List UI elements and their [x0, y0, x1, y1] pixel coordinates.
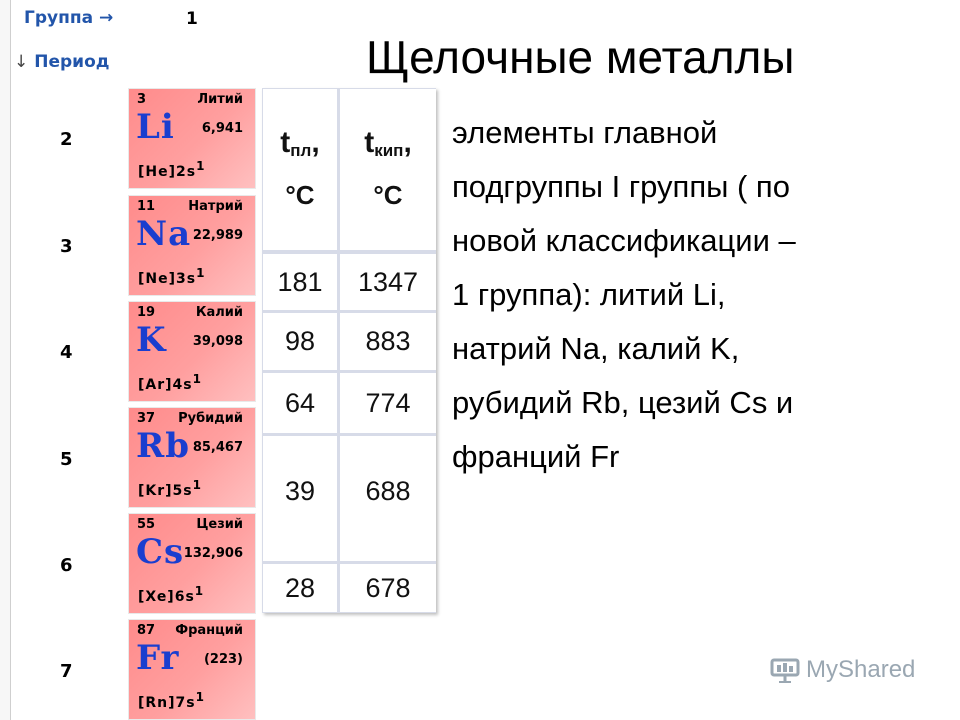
atomic-number: 19 [137, 305, 156, 320]
period-number: 3 [60, 236, 73, 257]
body-line: франций Fr [452, 439, 620, 474]
table-cell: 28 [263, 564, 337, 612]
atomic-mass: 39,098 [192, 334, 243, 349]
watermark-text: MyShared [806, 656, 916, 683]
period-number: 4 [60, 342, 73, 363]
element-cell-li [128, 88, 256, 189]
element-symbol: Cs [136, 532, 185, 572]
element-name: Рубидий [178, 411, 243, 426]
group-number: 1 [186, 9, 198, 29]
body-line: натрий Na, калий K, [452, 331, 740, 366]
element-name: Калий [195, 305, 243, 320]
table-cell: 64 [263, 373, 337, 433]
period-number: 5 [60, 449, 73, 470]
body-line: подгруппы I группы ( по [452, 169, 790, 204]
watermark-logo [770, 656, 915, 684]
body-line: элементы главной [452, 115, 718, 150]
atomic-number: 3 [137, 92, 147, 107]
period-header [14, 52, 110, 72]
element-name: Цезий [196, 517, 243, 532]
table-cell: 98 [263, 313, 337, 370]
element-cell-fr [128, 619, 256, 720]
period-header-label: Период [34, 52, 110, 72]
electron-config: $[Ne]3s^1$ [138, 266, 206, 287]
electron-config: $[Rn]7s^1$ [138, 690, 205, 711]
left-border-strip [0, 0, 11, 720]
table-cell: 688 [340, 436, 436, 561]
slide-body [452, 106, 942, 484]
element-symbol: Na [136, 214, 192, 254]
element-symbol: Fr [136, 638, 180, 678]
atomic-number: 87 [137, 623, 156, 638]
body-line: рубидий Rb, цезий Cs и [452, 385, 794, 420]
atomic-mass: 132,906 [183, 546, 243, 561]
element-symbol: K [136, 320, 167, 360]
electron-config: $[Kr]5s^1$ [138, 478, 202, 499]
group-header: Группа → [24, 8, 114, 28]
atomic-number: 55 [137, 517, 156, 532]
electron-config: $[Xe]6s^1$ [138, 584, 205, 605]
table-cell: 678 [340, 564, 436, 612]
atomic-number: 11 [137, 199, 156, 214]
element-cell-cs [128, 513, 256, 614]
atomic-mass: 85,467 [192, 440, 243, 455]
period-number: 7 [60, 661, 73, 682]
element-cell-na [128, 195, 256, 296]
table-cell: 181 [263, 254, 337, 310]
table-cell: 1347 [340, 254, 436, 310]
element-symbol: Rb [136, 426, 191, 466]
header-melting: $t_{пл}$, °C [263, 89, 337, 250]
element-name: Литий [197, 92, 243, 107]
temperature-table [262, 88, 436, 613]
period-number: 2 [60, 129, 73, 150]
atomic-number: 37 [137, 411, 156, 426]
body-line: новой классификации – [452, 223, 796, 258]
table-cell: 39 [263, 436, 337, 561]
atomic-mass: 6,941 [201, 121, 243, 136]
element-cell-k [128, 301, 256, 402]
slide-title: Щелочные металлы [366, 31, 795, 83]
element-symbol: Li [136, 107, 175, 147]
body-line: 1 группа): литий Li, [452, 277, 726, 312]
element-name: Натрий [188, 199, 243, 214]
electron-config: $[He]2s^1$ [138, 159, 206, 180]
down-arrow-icon: ↓ [14, 52, 29, 72]
presentation-icon [770, 657, 800, 683]
header-boiling: $t_{кип}$, °C [340, 89, 436, 250]
element-name: Франций [175, 623, 243, 638]
period-number: 6 [60, 555, 73, 576]
table-cell: 774 [340, 373, 436, 433]
atomic-mass: (223) [203, 652, 243, 667]
table-cell: 883 [340, 313, 436, 370]
electron-config: $[Ar]4s^1$ [138, 372, 202, 393]
atomic-mass: 22,989 [192, 228, 243, 243]
element-cell-rb [128, 407, 256, 508]
